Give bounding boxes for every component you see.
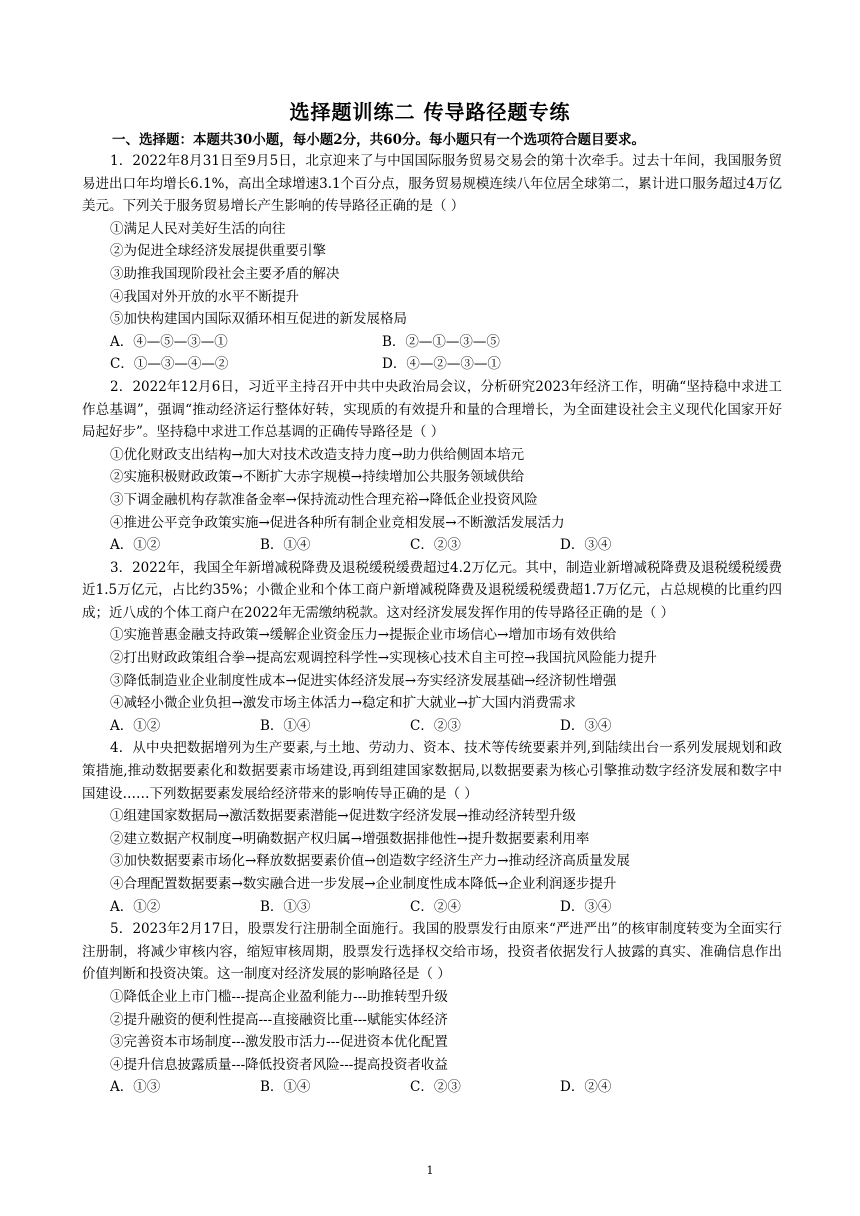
answer-choices <box>82 896 782 919</box>
question-1 <box>82 150 782 376</box>
statement-option: ③完善资本市场制度---激发股市活力---促进资本优化配置 <box>110 1034 448 1051</box>
statement-option: ②打出财政政策组合拳→提高宏观调控科学性→实现核心技术自主可控→我国抗风险能力提升 <box>110 650 657 667</box>
question-4 <box>82 737 782 918</box>
page-title: 选择题训练二 传导路径题专练 <box>289 100 571 124</box>
choice-d: D．③④ <box>560 717 612 734</box>
statement-option: ③助推我国现阶段社会主要矛盾的解决 <box>110 265 340 282</box>
answer-choices <box>82 353 782 376</box>
choice-c: C．①—③—④—② <box>110 356 229 373</box>
choice-d: D．④—②—③—① <box>382 356 501 373</box>
statement-option: ③加快数据要素市场化→释放数据要素价值→创造数字经济生产力→推动经济高质量发展 <box>110 853 630 870</box>
statement-option: ⑤加快构建国内国际双循环相互促进的新发展格局 <box>110 311 407 328</box>
statement-option: ③降低制造业企业制度性成本→促进实体经济发展→夯实经济发展基础→经济韧性增强 <box>110 672 617 689</box>
statement-option: ①降低企业上市门槛---提高企业盈利能力---助推转型升级 <box>110 988 448 1005</box>
choice-b: B．①④ <box>260 1079 311 1096</box>
statement-option: ①组建国家数据局→激活数据要素潜能→促进数字经济发展→推动经济转型升级 <box>110 808 576 825</box>
statement-option: ④减轻小微企业负担→激发市场主体活力→稳定和扩大就业→扩大国内消费需求 <box>110 695 576 712</box>
question-list <box>82 150 782 1099</box>
page-number: 1 <box>426 1164 434 1177</box>
answer-choices <box>82 715 782 738</box>
choice-d: D．②④ <box>560 1079 612 1096</box>
statement-option: ④我国对外开放的水平不断提升 <box>110 288 299 305</box>
choice-a: A．①② <box>110 537 161 554</box>
statement-option: ②为促进全球经济发展提供重要引擎 <box>110 243 326 260</box>
choice-b: B．①④ <box>260 717 311 734</box>
choice-c: C．②③ <box>410 537 461 554</box>
section-heading: 一、选择题：本题共30小题，每小题2分，共60分。每小题只有一个选项符合题目要求。 <box>112 132 645 148</box>
statement-option: ①优化财政支出结构→加大对技术改造支持力度→助力供给侧固本培元 <box>110 446 525 463</box>
question-2 <box>82 376 782 557</box>
choice-b: B．②—①—③—⑤ <box>382 333 500 350</box>
choice-b: B．①③ <box>260 898 311 915</box>
answer-choices <box>82 534 782 557</box>
answer-choices <box>82 1076 782 1099</box>
question-stem: 1．2022年8月31日至9月5日，北京迎来了与中国国际服务贸易交易会的第十次牵手。过去十年间，我国服务贸易进出口年均增长6.1%，高出全球增速3.1个百分点，服务贸易规模连续八年位居全球第二，累计进口服务超过4万亿美元。下列关于服务贸易增长产生影响的传导路径正确的是（ ） <box>82 153 782 215</box>
statement-option: ④推进公平竞争政策实施→促进各种所有制企业竞相发展→不断激活发展活力 <box>110 514 565 531</box>
choice-a: A．①② <box>110 717 161 734</box>
question-stem: 3．2022年，我国全年新增减税降费及退税缓税缓费超过4.2万亿元。其中，制造业新增减税降费及退税缓税缓费近1.5万亿元，占比约35%；小微企业和个体工商户新增减税降费及退税缓税缓费超1.7万亿元，占总规模的比重约四成；近八成的个体工商户在2022年无需缴纳税款。这对经济发展发挥作用的传导路径正确的是（ ） <box>82 559 782 621</box>
question-stem: 4．从中央把数据增列为生产要素,与土地、劳动力、资本、技术等传统要素并列,到陆续出台一系列发展规划和政策措施,推动数据要素化和数据要素市场建设,再到组建国家数据局,以数据要素为核心引擎推动数字经济发展和数字中国建设……下列数据要素发展给经济带来的影响传导正确的是（ ） <box>82 740 782 802</box>
choice-b: B．①④ <box>260 537 311 554</box>
statement-option: ②实施积极财政政策→不断扩大赤字规模→持续增加公共服务领域供给 <box>110 469 525 486</box>
choice-a: A．①② <box>110 898 161 915</box>
statement-option: ③下调金融机构存款准备金率→保持流动性合理充裕→降低企业投资风险 <box>110 491 538 508</box>
question-5 <box>82 918 782 1099</box>
question-stem: 5．2023年2月17日，股票发行注册制全面施行。我国的股票发行由原来“严进严出”的核审制度转变为全面实行注册制，将减少审核内容，缩短审核周期，股票发行选择权交给市场，投资者依据发行人披露的真实、准确信息作出价值判断和投资决策。这一制度对经济发展的影响路径是（ ） <box>82 921 782 983</box>
choice-a: A．①③ <box>110 1079 161 1096</box>
choice-d: D．③④ <box>560 537 612 554</box>
choice-c: C．②③ <box>410 1079 461 1096</box>
choice-d: D．③④ <box>560 898 612 915</box>
statement-option: ①满足人民对美好生活的向往 <box>110 220 286 237</box>
statement-option: ②建立数据产权制度→明确数据产权归属→增强数据排他性→提升数据要素利用率 <box>110 830 590 847</box>
choice-a: A．④—⑤—③—① <box>110 333 228 350</box>
question-3 <box>82 557 782 738</box>
statement-option: ②提升融资的便利性提高---直接融资比重---赋能实体经济 <box>110 1011 448 1028</box>
statement-option: ①实施普惠金融支持政策→缓解企业资金压力→提振企业市场信心→增加市场有效供给 <box>110 627 617 644</box>
choice-c: C．②④ <box>410 898 461 915</box>
choice-c: C．②③ <box>410 717 461 734</box>
statement-option: ④合理配置数据要素→数实融合进一步发展→企业制度性成本降低→企业利润逐步提升 <box>110 876 617 892</box>
question-stem: 2．2022年12月6日，习近平主持召开中共中央政治局会议，分析研究2023年经济工作，明确“坚持稳中求进工作总基调”，强调“推动经济运行整体好转，实现质的有效提升和量的合理增长，为全面建设社会主义现代化国家开好局起好步”。坚持稳中求进工作总基调的正确传导路径是（ ） <box>82 378 782 441</box>
statement-option: ④提升信息披露质量---降低投资者风险---提高投资者收益 <box>110 1056 448 1073</box>
answer-choices <box>82 331 782 354</box>
